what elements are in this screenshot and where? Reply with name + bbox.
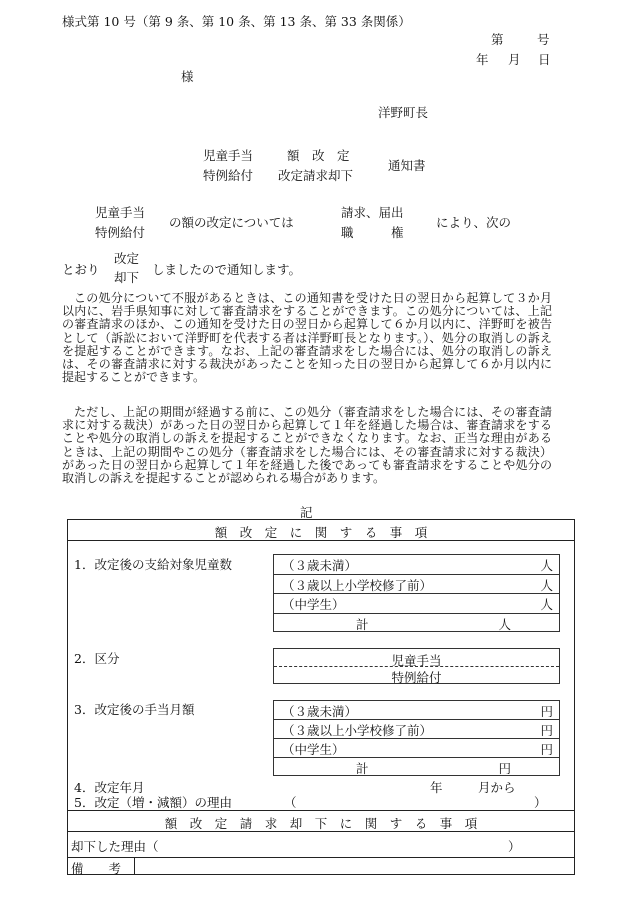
- monthly-amount-total-label: 計: [356, 761, 369, 776]
- title-opt-a1: 児童手当: [203, 148, 254, 163]
- body-prefix3: とおり: [62, 262, 100, 277]
- monthly-amount-unit: 円: [540, 704, 553, 719]
- body-opt2-a: 請求、届出: [341, 205, 404, 220]
- details-table: [67, 519, 575, 875]
- child-count-total-label: 計: [356, 616, 369, 632]
- child-count-unit: 人: [540, 597, 553, 612]
- addressee-suffix: 様: [181, 69, 194, 84]
- monthly-amount-label: （３歳未満）: [282, 704, 358, 719]
- date-day: 日: [538, 52, 551, 67]
- monthly-amount-row: [274, 720, 559, 739]
- child-count-unit: 人: [540, 558, 553, 573]
- item4-label: 4．改定年月: [74, 780, 145, 795]
- issuer-name: 洋野町長: [378, 105, 429, 120]
- child-count-total-row: [274, 614, 559, 634]
- child-count-box: [273, 554, 560, 632]
- body-opt3-b: 却下: [114, 270, 140, 285]
- title-opt-b1: 額 改 定: [287, 148, 350, 163]
- reject-reason-close: ）: [508, 839, 521, 854]
- notice-paragraph-2: ただし、上記の期間が経過する前に、この処分（審査請求をした場合には、その審査請求に対する裁決）があった日の翌日から起算して１年を経過した場合は、審査請求をすることや処分の取消しの訴えを提起することができなくなります。なお、正当な理由があるときは、上記の期間やこの処分（審査請求をした場合には、その審査請求に対する裁決）があった日の翌日から起算して１年を経過した後であっても審査請求をすることや処分の取消しの訴えを提起することが認められる場合があります。: [62, 405, 552, 486]
- monthly-amount-row: [274, 739, 559, 758]
- item2-label: 2．区分: [74, 651, 120, 666]
- child-count-label: （３歳以上小学校修了前）: [282, 577, 433, 593]
- date-year: 年: [476, 52, 489, 67]
- child-count-label: （３歳未満）: [282, 558, 358, 573]
- monthly-amount-box: [273, 700, 560, 776]
- ki-mark: 記: [300, 505, 313, 520]
- item3-label: 3．改定後の手当月額: [74, 702, 195, 717]
- monthly-amount-label: （中学生）: [282, 742, 345, 757]
- notice-paragraph-1: この処分について不服があるときは、この通知書を受けた日の翌日から起算して３か月以内に、岩手県知事に対して審査請求をすることができます。この処分については、上記の審査請求のほか、この通知を受けた日の翌日から起算して６か月以内に、洋野町を被告として（訴訟において洋野町を代表する者は洋野町長となります。）、処分の取消しの訴えを提起することができます。なお、上記の審査請求をした場合には、処分の取消しの訴えは、その審査請求に対する裁決があったことを知った日の翌日から起算して６か月以内に提起することができます。: [62, 291, 552, 385]
- date-month: 月: [508, 52, 521, 67]
- category-option: 児童手当: [391, 653, 442, 668]
- reject-reason-label: 却下した理由（: [71, 839, 159, 854]
- form-number: 様式第 10 号（第 9 条、第 10 条、第 13 条、第 33 条関係）: [62, 14, 411, 29]
- child-count-label: （中学生）: [282, 597, 345, 612]
- item4-month: 月から: [478, 780, 516, 795]
- body-end3: しましたので通知します。: [152, 262, 302, 277]
- category-box: [273, 648, 560, 684]
- body-opt3-a: 改定: [114, 251, 140, 266]
- body-mid1: の額の改定については: [169, 215, 294, 230]
- monthly-amount-unit: 円: [540, 723, 553, 738]
- monthly-amount-row: [274, 701, 559, 720]
- body-opt1-a: 児童手当: [95, 205, 146, 220]
- remarks-label: 備 考: [71, 861, 122, 876]
- child-count-row: [274, 555, 559, 575]
- child-count-unit: 人: [540, 577, 553, 593]
- monthly-amount-total-row: [274, 758, 559, 777]
- body-opt1-b: 特例給付: [95, 225, 146, 240]
- title-suffix: 通知書: [388, 158, 426, 173]
- item1-label: 1．改定後の支給対象児童数: [74, 557, 232, 572]
- monthly-amount-total-unit: 円: [498, 761, 511, 776]
- title-opt-b2: 改定請求却下: [278, 168, 354, 183]
- section-header-revision: 額 改 定 に 関 す る 事 項: [214, 525, 428, 540]
- number-label-prefix: 第: [491, 32, 504, 47]
- monthly-amount-unit: 円: [540, 742, 553, 757]
- body-opt2-b: 職 権: [341, 225, 404, 240]
- child-count-total-unit: 人: [498, 616, 511, 632]
- item4-year: 年: [430, 780, 443, 795]
- section-header-rejection: 額 改 定 請 求 却 下 に 関 す る 事 項: [164, 816, 478, 831]
- title-opt-a2: 特例給付: [203, 168, 254, 183]
- child-count-row: [274, 575, 559, 595]
- number-label-suffix: 号: [537, 32, 550, 47]
- category-option: 特例給付: [391, 670, 442, 685]
- item5-close-paren: ）: [534, 795, 547, 810]
- monthly-amount-label: （３歳以上小学校修了前）: [282, 723, 433, 738]
- body-mid2: により、次の: [436, 215, 512, 230]
- child-count-row: [274, 594, 559, 614]
- item5-label: 5．改定（増・減額）の理由: [74, 795, 232, 810]
- item5-open-paren: （: [284, 795, 297, 810]
